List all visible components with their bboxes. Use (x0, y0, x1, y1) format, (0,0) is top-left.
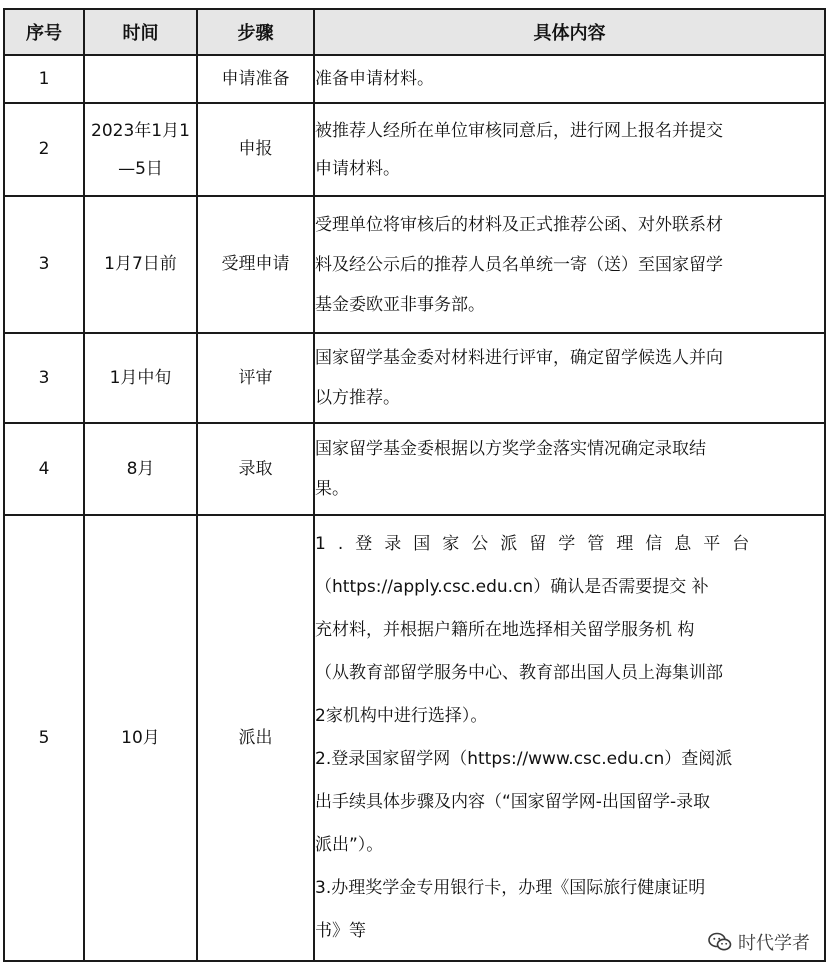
content-line: 被推荐人经所在单位审核同意后，进行网上报名并提交 (315, 120, 723, 141)
wechat-icon (708, 932, 732, 952)
cell-content (314, 103, 825, 196)
cell-step: 派出 (197, 515, 314, 961)
header-no: 序号 (4, 9, 84, 55)
watermark (708, 929, 810, 955)
cell-time: 10月 (84, 515, 197, 961)
cell-no: 4 (4, 423, 84, 515)
content-line: 料及经公示后的推荐人员名单统一寄（送）至国家留学 (315, 254, 723, 275)
table-row (4, 103, 825, 196)
header-time: 时间 (84, 9, 197, 55)
content-line: 2家机构中进行选择）。 (315, 706, 488, 726)
cell-no: 2 (4, 103, 84, 196)
table-row (4, 423, 825, 515)
content-line: 以方推荐。 (315, 388, 400, 408)
table-row (4, 515, 825, 961)
time-line: 2023年1月1 (91, 120, 190, 141)
content-line: 充材料，并根据户籍所在地选择相关留学服务机 构 (315, 620, 695, 640)
cell-content (314, 55, 825, 103)
content-line: 书》等 (315, 921, 366, 941)
cell-content (314, 515, 825, 961)
cell-time: 1月7日前 (84, 196, 197, 333)
content-line: 1.登录国家公派留学管理信息平台 (315, 534, 762, 554)
content-line: 基金委欧亚非事务部。 (315, 294, 485, 315)
cell-time: 1月中旬 (84, 333, 197, 423)
cell-step: 评审 (197, 333, 314, 423)
cell-time (84, 55, 197, 103)
cell-step: 录取 (197, 423, 314, 515)
content-line: 国家留学基金委根据以方奖学金落实情况确定录取结 (315, 439, 706, 459)
cell-time: 8月 (84, 423, 197, 515)
content-line: 果。 (315, 479, 349, 499)
content-line: 3.办理奖学金专用银行卡，办理《国际旅行健康证明 (315, 878, 706, 898)
header-row (4, 9, 825, 55)
content-line: 2.登录国家留学网（https://www.csc.edu.cn）查阅派 (315, 749, 733, 769)
time-line: —5日 (118, 158, 163, 179)
table-row (4, 196, 825, 333)
cell-content (314, 196, 825, 333)
schedule-table (3, 8, 826, 962)
content-line: 申请材料。 (315, 158, 400, 179)
cell-step: 受理申请 (197, 196, 314, 333)
cell-step: 申报 (197, 103, 314, 196)
header-step: 步骤 (197, 9, 314, 55)
watermark-text: 时代学者 (738, 933, 810, 954)
content-line: （从教育部留学服务中心、教育部出国人员上海集训部 (315, 663, 723, 683)
content-line: 准备申请材料。 (315, 68, 434, 89)
cell-no: 5 (4, 515, 84, 961)
content-line: 国家留学基金委对材料进行评审，确定留学候选人并向 (315, 348, 723, 368)
cell-content (314, 423, 825, 515)
content-line: （https://apply.csc.edu.cn）确认是否需要提交 补 (315, 577, 709, 597)
table-row (4, 333, 825, 423)
cell-no: 3 (4, 196, 84, 333)
content-line: 出手续具体步骤及内容（“国家留学网-出国留学-录取 (315, 792, 711, 812)
cell-time (84, 103, 197, 196)
content-line: 派出”）。 (315, 835, 384, 855)
cell-no: 3 (4, 333, 84, 423)
header-content: 具体内容 (314, 9, 825, 55)
cell-content (314, 333, 825, 423)
table-row (4, 55, 825, 103)
cell-step: 申请准备 (197, 55, 314, 103)
content-line: 受理单位将审核后的材料及正式推荐公函、对外联系材 (315, 214, 723, 235)
cell-no: 1 (4, 55, 84, 103)
